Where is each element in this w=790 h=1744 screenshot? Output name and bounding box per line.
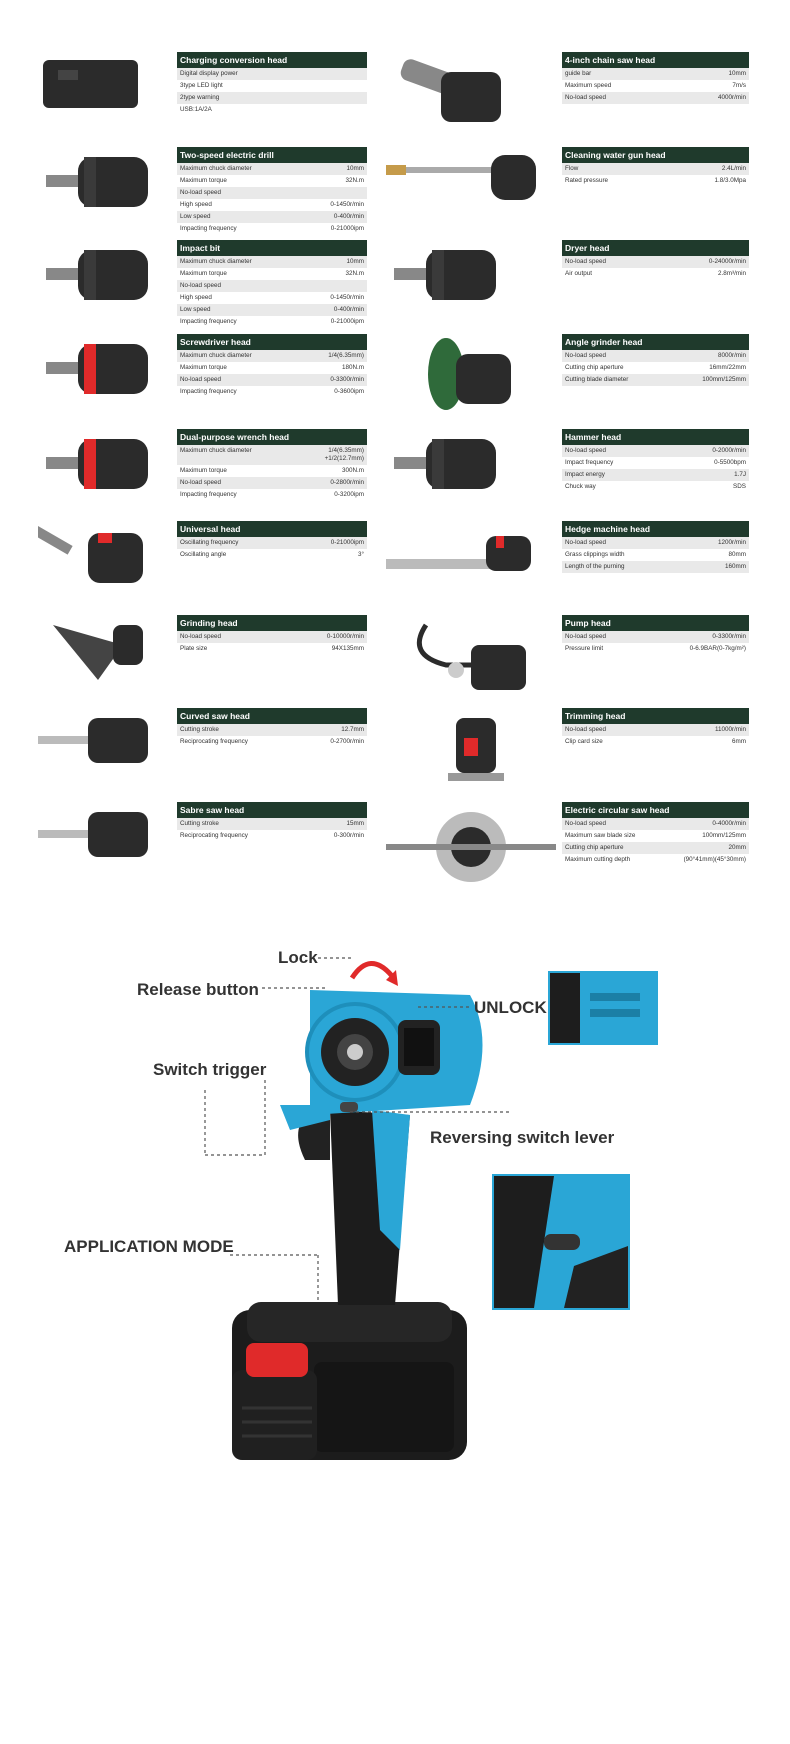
spec-row — [177, 445, 367, 465]
spec-value: 0-400r/min — [333, 306, 364, 313]
water-gun-image — [386, 147, 556, 227]
spec-table — [562, 52, 749, 104]
spec-row — [562, 537, 749, 549]
spec-table — [177, 802, 367, 842]
spec-title: Grinding head — [177, 615, 367, 631]
hedge-machine-image — [386, 521, 556, 601]
grinding-head-image — [38, 615, 163, 695]
spec-row — [562, 643, 749, 655]
spec-key: Maximum chuck diameter — [180, 447, 252, 454]
spec-value: 1200r/min — [717, 539, 746, 546]
spec-value: 0-3300r/min — [330, 376, 364, 383]
spec-value: 0-2800r/min — [330, 479, 364, 486]
spec-table — [562, 147, 749, 187]
spec-row — [562, 457, 749, 469]
spec-key: Cutting chip aperture — [565, 844, 624, 851]
spec-key: No-load speed — [565, 258, 606, 265]
spec-key: Rated pressure — [565, 177, 609, 184]
spec-row — [562, 350, 749, 362]
lock-arrow-shape — [352, 963, 392, 978]
spec-row — [562, 256, 749, 268]
spec-row — [562, 724, 749, 736]
spec-key: No-load speed — [180, 282, 221, 289]
spec-key: Maximum torque — [180, 270, 227, 277]
spec-key: No-load speed — [565, 447, 606, 454]
spec-row — [562, 92, 749, 104]
spec-value: 300N.m — [341, 467, 364, 474]
spec-key: guide bar — [565, 70, 592, 77]
tool-head — [307, 990, 483, 1115]
spec-key: No-load speed — [180, 376, 221, 383]
spec-title: Hedge machine head — [562, 521, 749, 537]
spec-key: No-load speed — [565, 726, 606, 733]
spec-key: Digital display power — [180, 70, 238, 77]
spec-title: Two-speed electric drill — [177, 147, 367, 163]
spec-table — [562, 802, 749, 866]
spec-value: 0-2000r/min — [712, 447, 746, 454]
spec-title: Cleaning water gun head — [562, 147, 749, 163]
screwdriver-head-image — [38, 334, 163, 414]
spec-value: 0-400r/min — [333, 213, 364, 220]
circular-saw-image — [386, 802, 556, 882]
release-button-label: Release button — [137, 980, 259, 999]
spec-key: No-load speed — [565, 539, 606, 546]
spec-table — [562, 615, 749, 655]
spec-value: 32N.m — [345, 177, 364, 184]
spec-value: 32N.m — [345, 270, 364, 277]
unlock-closeup-inset — [548, 971, 658, 1045]
spec-row — [562, 175, 749, 187]
spec-title: 4-inch chain saw head — [562, 52, 749, 68]
spec-row — [562, 854, 749, 866]
spec-row — [177, 211, 367, 223]
spec-value: 16mm/22mm — [709, 364, 746, 371]
spec-value: 20mm — [728, 844, 746, 851]
spec-key: Maximum chuck diameter — [180, 165, 252, 172]
spec-value: 100mm/125mm — [702, 376, 746, 383]
spec-title: Trimming head — [562, 708, 749, 724]
spec-value: 6mm — [732, 738, 746, 745]
spec-row — [177, 256, 367, 268]
spec-key: High speed — [180, 294, 212, 301]
spec-key: Maximum torque — [180, 177, 227, 184]
wrench-head-image — [38, 429, 163, 509]
spec-key: Oscillating frequency — [180, 539, 239, 546]
spec-key: Flow — [565, 165, 579, 172]
spec-title: Dual-purpose wrench head — [177, 429, 367, 445]
spec-row — [177, 280, 367, 292]
spec-row — [177, 537, 367, 549]
sabre-saw-image — [38, 802, 163, 882]
curved-saw-image — [38, 708, 163, 788]
spec-row — [177, 175, 367, 187]
spec-row — [562, 481, 749, 493]
spec-value: 0-1450r/min — [330, 294, 364, 301]
spec-row — [562, 842, 749, 854]
spec-value: (90°41mm)(45°30mm) — [683, 856, 746, 863]
spec-row — [562, 68, 749, 80]
spec-value: 0-3200ipm — [334, 491, 364, 498]
reversing-lever-shape — [340, 1102, 358, 1112]
spec-value: 180N.m — [341, 364, 364, 371]
spec-value: 0-6.9BAR(0-7kg/m²) — [689, 645, 746, 652]
spec-value: 0-4000r/min — [712, 820, 746, 827]
spec-key: Maximum torque — [180, 467, 227, 474]
universal-head-image — [38, 521, 163, 601]
spec-key: Reciprocating frequency — [180, 832, 248, 839]
battery-release-red — [246, 1343, 308, 1377]
spec-row — [177, 736, 367, 748]
spec-value: 2.8m³/min — [718, 270, 746, 277]
spec-table — [177, 240, 367, 328]
spec-row — [562, 362, 749, 374]
spec-value: 8000r/min — [717, 352, 746, 359]
spec-key: Clip card size — [565, 738, 603, 745]
spec-row — [562, 830, 749, 842]
spec-row — [177, 489, 367, 501]
spec-table — [562, 334, 749, 386]
spec-row — [177, 350, 367, 362]
spec-row — [177, 643, 367, 655]
spec-row — [177, 292, 367, 304]
spec-row — [562, 631, 749, 643]
spec-value: 10mm — [346, 258, 364, 265]
spec-table — [177, 615, 367, 655]
tool-illustration — [0, 930, 790, 1744]
spec-row — [562, 818, 749, 830]
spec-table — [562, 521, 749, 573]
spec-row — [177, 80, 367, 92]
angle-grinder-image — [386, 334, 556, 414]
trimming-head-image — [386, 708, 556, 788]
spec-value: 80mm — [728, 551, 746, 558]
spec-key: Impacting frequency — [180, 388, 237, 395]
spec-value: 160mm — [725, 563, 746, 570]
spec-title: Charging conversion head — [177, 52, 367, 68]
spec-key: Cutting blade diameter — [565, 376, 629, 383]
spec-table — [562, 240, 749, 280]
spec-row — [177, 304, 367, 316]
spec-row — [562, 445, 749, 457]
spec-key: Cutting stroke — [180, 820, 219, 827]
spec-value: 0-21000ipm — [330, 225, 364, 232]
spec-title: Screwdriver head — [177, 334, 367, 350]
spec-row — [177, 724, 367, 736]
spec-key: Maximum chuck diameter — [180, 258, 252, 265]
spec-row — [177, 92, 367, 104]
spec-row — [177, 818, 367, 830]
spec-value: 11000r/min — [714, 726, 746, 733]
spec-row — [177, 316, 367, 328]
spec-row — [562, 561, 749, 573]
tool-diagram — [0, 930, 790, 1744]
spec-row — [177, 268, 367, 280]
spec-value: 15mm — [346, 820, 364, 827]
spec-row — [177, 477, 367, 489]
spec-value: 10mm — [728, 70, 746, 77]
spec-value: 0-24000r/min — [708, 258, 746, 265]
reversing-switch-label: Reversing switch lever — [430, 1128, 615, 1147]
spec-key: Grass clippings width — [565, 551, 625, 558]
chain-saw-image — [386, 52, 556, 132]
spec-key: No-load speed — [565, 820, 606, 827]
spec-value: 0-3300r/min — [712, 633, 746, 640]
spec-row — [177, 68, 367, 80]
spec-title: Impact bit — [177, 240, 367, 256]
spec-value: 1.7J — [734, 471, 746, 478]
spec-key: USB:1A/2A — [180, 106, 212, 113]
spec-key: Impact energy — [565, 471, 605, 478]
spec-row — [177, 163, 367, 175]
spec-row — [177, 549, 367, 561]
spec-table — [177, 429, 367, 501]
spec-row — [177, 362, 367, 374]
spec-row — [562, 549, 749, 561]
spec-value: 100mm/125mm — [702, 832, 746, 839]
spec-table — [177, 147, 367, 235]
spec-key: Pressure limit — [565, 645, 604, 652]
tool-handle — [280, 1105, 410, 1305]
spec-row — [177, 187, 367, 199]
charging-head-image — [38, 52, 163, 132]
spec-value: 3° — [357, 551, 364, 558]
spec-row — [562, 268, 749, 280]
spec-row — [562, 736, 749, 748]
spec-title: Electric circular saw head — [562, 802, 749, 818]
spec-row — [177, 223, 367, 235]
spec-value: 0-2700r/min — [330, 738, 364, 745]
application-mode-label: APPLICATION MODE — [64, 1237, 234, 1256]
spec-key: 2type warning — [180, 94, 220, 101]
lock-label: Lock — [278, 948, 318, 967]
spec-title: Curved saw head — [177, 708, 367, 724]
spec-value: 12.7mm — [341, 726, 364, 733]
spec-row — [562, 80, 749, 92]
spec-value: 0-5500bpm — [714, 459, 746, 466]
spec-value: 1.8/3.0Mpa — [714, 177, 746, 184]
spec-key: Oscillating angle — [180, 551, 227, 558]
spec-table — [177, 334, 367, 398]
spec-value: 0-21000ipm — [330, 318, 364, 325]
spec-key: Maximum saw blade size — [565, 832, 636, 839]
spec-row — [562, 374, 749, 386]
pump-head-image — [386, 615, 556, 695]
spec-title: Dryer head — [562, 240, 749, 256]
spec-value: 1/4(6.35mm) — [328, 352, 364, 359]
spec-key: Impacting frequency — [180, 491, 237, 498]
spec-value: 0-3600ipm — [334, 388, 364, 395]
spec-value: 10mm — [346, 165, 364, 172]
spec-row — [562, 469, 749, 481]
spec-key: No-load speed — [565, 633, 606, 640]
dryer-head-image — [386, 240, 556, 320]
spec-key: Impacting frequency — [180, 318, 237, 325]
spec-title: Angle grinder head — [562, 334, 749, 350]
lever-closeup-inset — [492, 1174, 630, 1310]
spec-value: 2.4L/min — [721, 165, 746, 172]
spec-key: 3type LED light — [180, 82, 223, 89]
spec-key: Maximum chuck diameter — [180, 352, 252, 359]
spec-key: Reciprocating frequency — [180, 738, 248, 745]
spec-key: No-load speed — [565, 94, 606, 101]
spec-key: Impact frequency — [565, 459, 614, 466]
spec-key: Low speed — [180, 213, 211, 220]
spec-key: High speed — [180, 201, 212, 208]
electric-drill-image — [38, 147, 163, 227]
spec-key: No-load speed — [180, 479, 221, 486]
spec-key: Length of the purning — [565, 563, 625, 570]
spec-value: 0-300r/min — [333, 832, 364, 839]
spec-row — [177, 374, 367, 386]
spec-title: Universal head — [177, 521, 367, 537]
spec-key: Impacting frequency — [180, 225, 237, 232]
spec-title: Pump head — [562, 615, 749, 631]
switch-trigger-label: Switch trigger — [153, 1060, 267, 1079]
spec-key: Maximum torque — [180, 364, 227, 371]
spec-value: 1/4(6.35mm) +1/2(12.7mm) — [324, 447, 364, 462]
spec-title: Hammer head — [562, 429, 749, 445]
impact-bit-image — [38, 240, 163, 320]
spec-row — [177, 465, 367, 477]
spec-table — [177, 521, 367, 561]
spec-key: Maximum speed — [565, 82, 612, 89]
unlock-label: UNLOCK — [474, 998, 547, 1017]
spec-title: Sabre saw head — [177, 802, 367, 818]
hammer-head-image — [386, 429, 556, 509]
spec-key: Chuck way — [565, 483, 596, 490]
spec-table — [562, 708, 749, 748]
spec-value: 94X135mm — [331, 645, 364, 652]
spec-value: 0-1450r/min — [330, 201, 364, 208]
spec-row — [562, 163, 749, 175]
spec-value: 4000r/min — [717, 94, 746, 101]
spec-key: Cutting chip aperture — [565, 364, 624, 371]
spec-key: Low speed — [180, 306, 211, 313]
spec-key: Maximum cutting depth — [565, 856, 631, 863]
spec-key: Plate size — [180, 645, 208, 652]
spec-key: No-load speed — [180, 633, 221, 640]
spec-row — [177, 386, 367, 398]
spec-table — [562, 429, 749, 493]
spec-row — [177, 104, 367, 116]
spec-table — [177, 708, 367, 748]
spec-key: Cutting stroke — [180, 726, 219, 733]
spec-table — [177, 52, 367, 116]
spec-row — [177, 199, 367, 211]
spec-key: No-load speed — [180, 189, 221, 196]
spec-key: Air output — [565, 270, 592, 277]
spec-value: 0-10000r/min — [326, 633, 364, 640]
spec-row — [177, 631, 367, 643]
spec-value: SDS — [733, 483, 746, 490]
spec-value: 7m/s — [732, 82, 746, 89]
spec-value: 0-21000ipm — [330, 539, 364, 546]
battery-pack — [232, 1302, 467, 1460]
spec-key: No-load speed — [565, 352, 606, 359]
spec-row — [177, 830, 367, 842]
